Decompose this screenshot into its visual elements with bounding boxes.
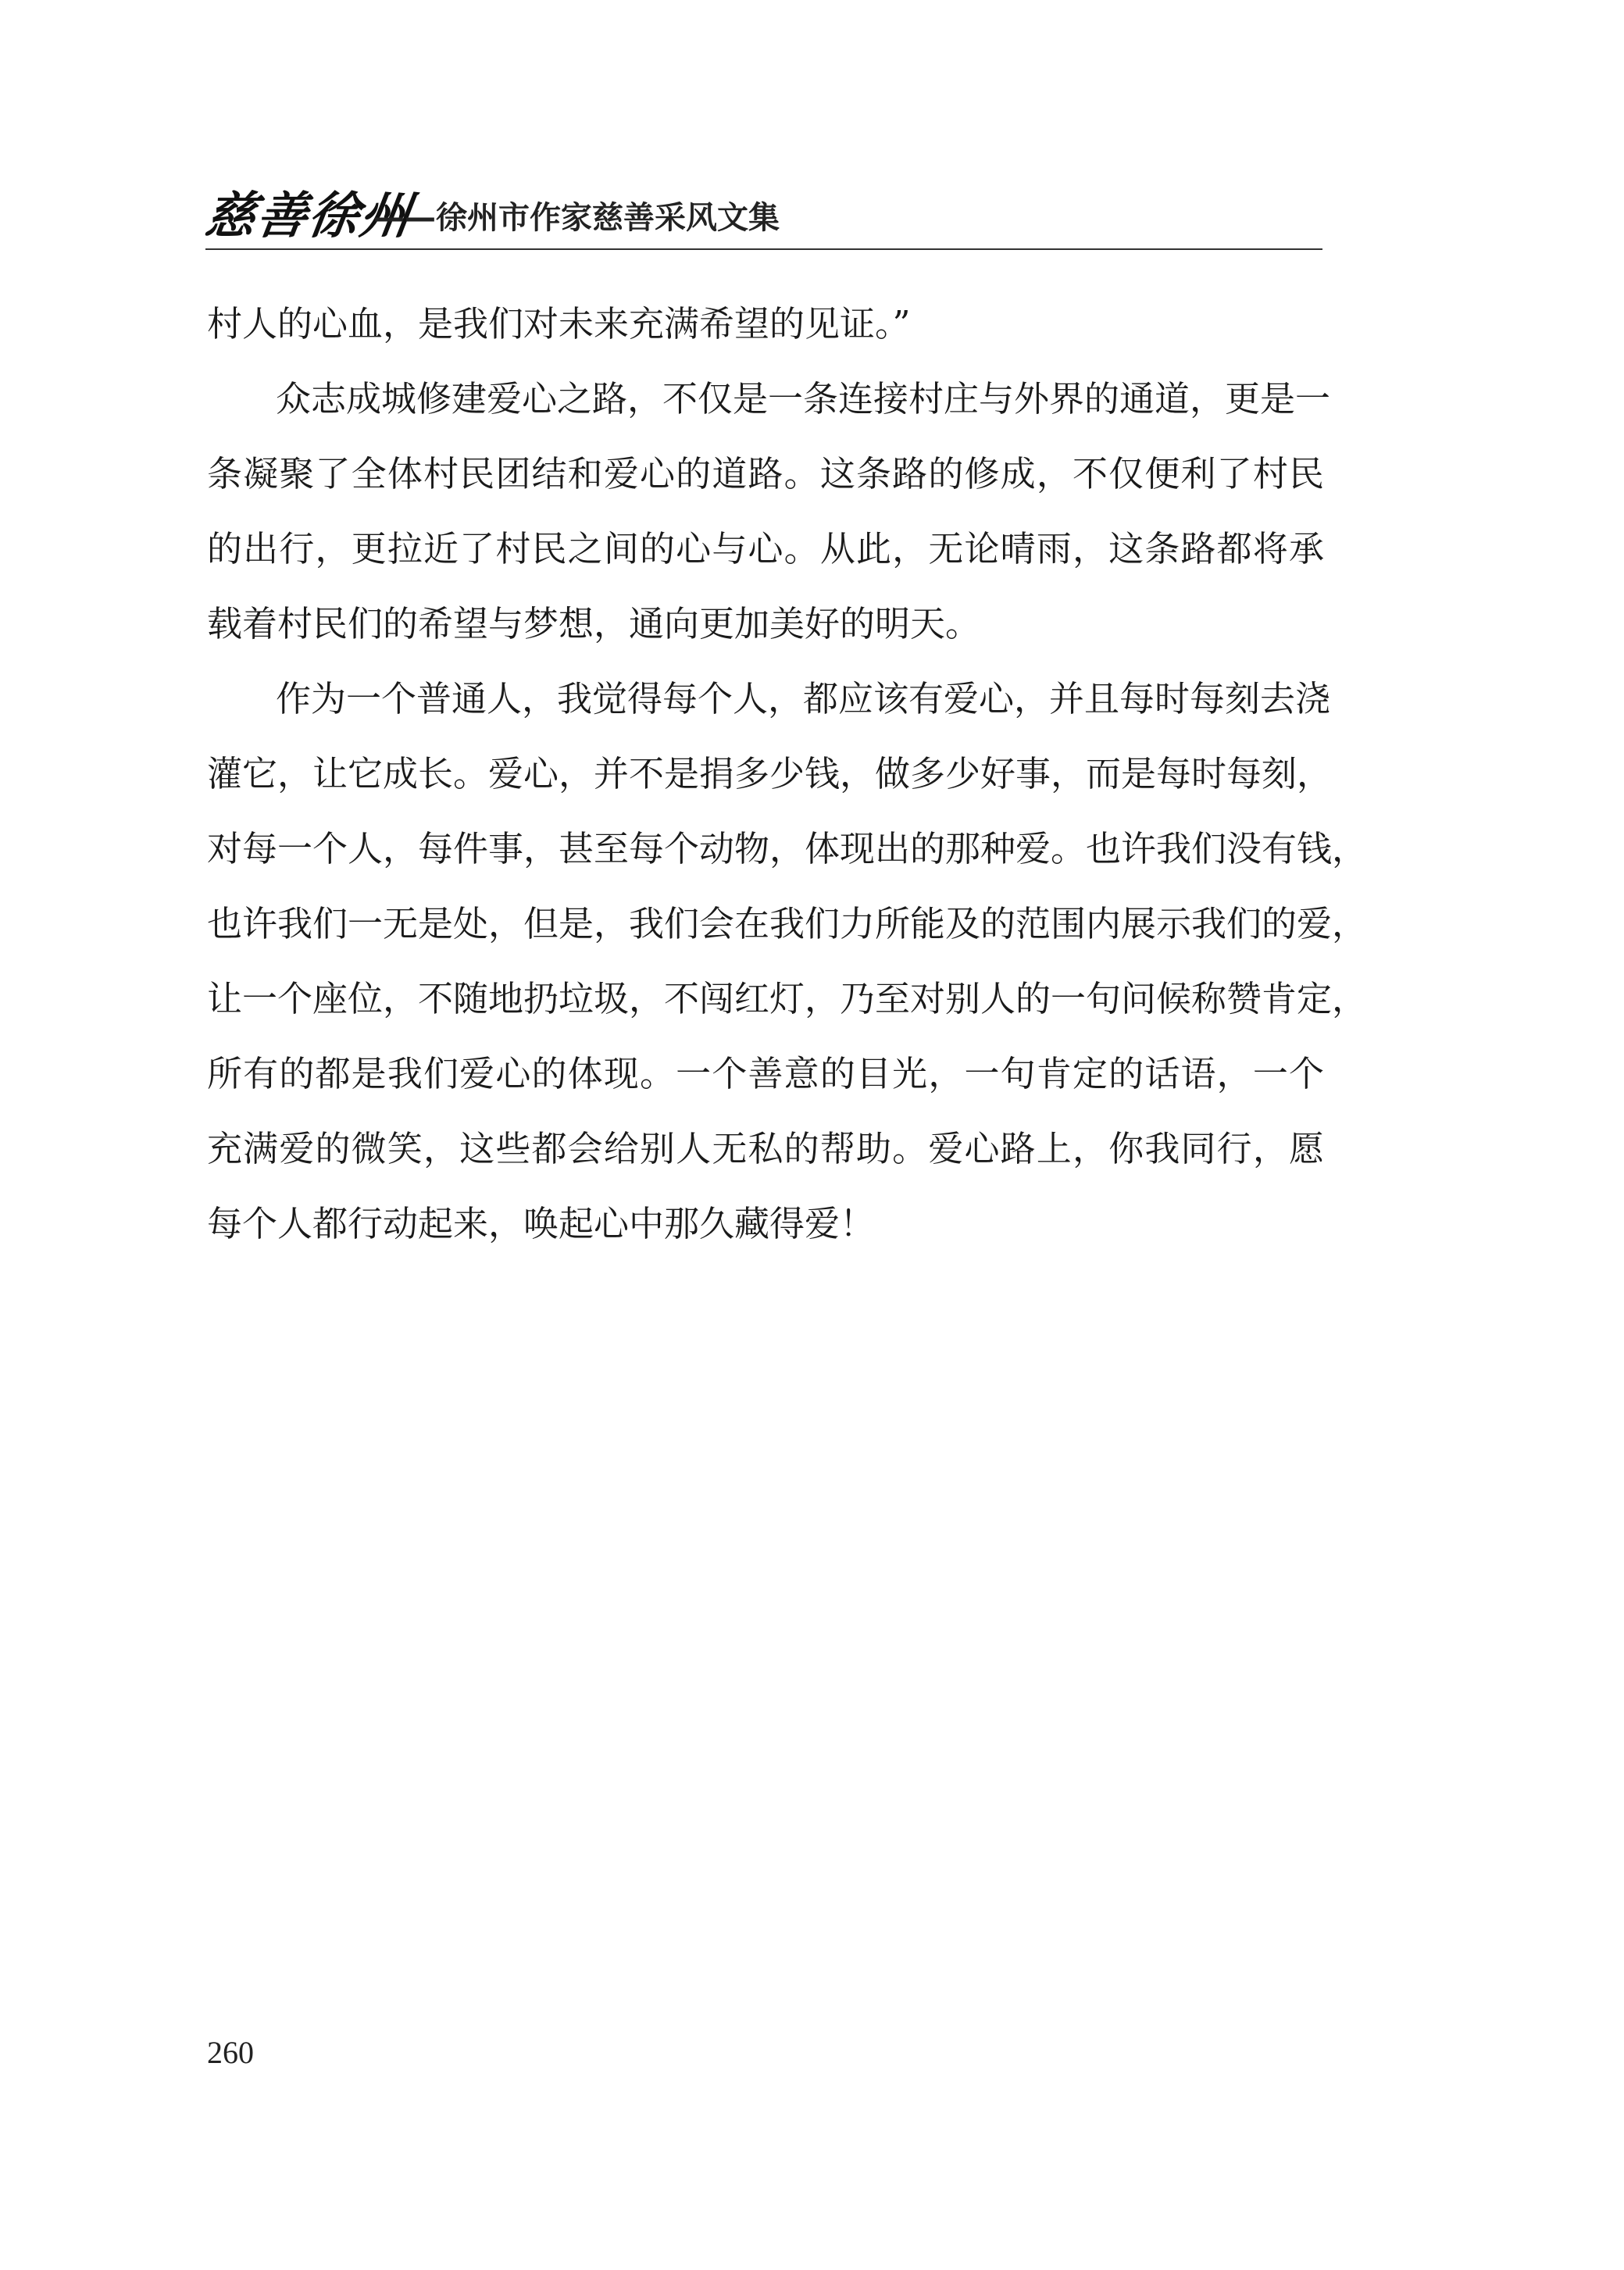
page-number: 260 (207, 2035, 254, 2070)
text-line: 充满爱的微笑，这些都会给别人无私的帮助。爱心路上，你我同行，愿 (207, 1128, 1324, 1169)
text-line: 灌它，让它成长。爱心，并不是捐多少钱，做多少好事，而是每时每刻， (207, 753, 1333, 794)
text-line: 的出行，更拉近了村民之间的心与心。从此，无论晴雨，这条路都将承 (207, 528, 1324, 569)
text-line: 条凝聚了全体村民团结和爱心的道路。这条路的修成，不仅便利了村民 (207, 453, 1324, 494)
paragraph-first-line: 作为一个普通人，我觉得每个人，都应该有爱心，并且每时每刻去浇 (276, 678, 1331, 719)
text-line: 村人的心血，是我们对未来充满希望的见证。” (207, 303, 911, 344)
body-text (207, 287, 1368, 1262)
book-subtitle: ——徐州市作家慈善采风文集 (373, 200, 780, 236)
header-divider (205, 248, 1322, 250)
text-line: 每个人都行动起来，唤起心中那久藏得爱！ (207, 1203, 876, 1244)
text-line: 也许我们一无是处，但是，我们会在我们力所能及的范围内展示我们的爱， (207, 903, 1368, 944)
running-header (201, 186, 1322, 248)
text-line: 让一个座位，不随地扔垃圾，不闯红灯，乃至对别人的一句问候称赞肯定， (207, 978, 1368, 1019)
book-title: 慈善徐州 (201, 187, 416, 245)
paragraph-first-line: 众志成城修建爱心之路，不仅是一条连接村庄与外界的通道，更是一 (276, 378, 1331, 419)
text-line: 对每一个人，每件事，甚至每个动物，体现出的那种爱。也许我们没有钱， (207, 828, 1368, 869)
text-line: 所有的都是我们爱心的体现。一个善意的目光，一句肯定的话语，一个 (207, 1053, 1324, 1094)
text-line: 载着村民们的希望与梦想，通向更加美好的明天。 (207, 603, 981, 644)
